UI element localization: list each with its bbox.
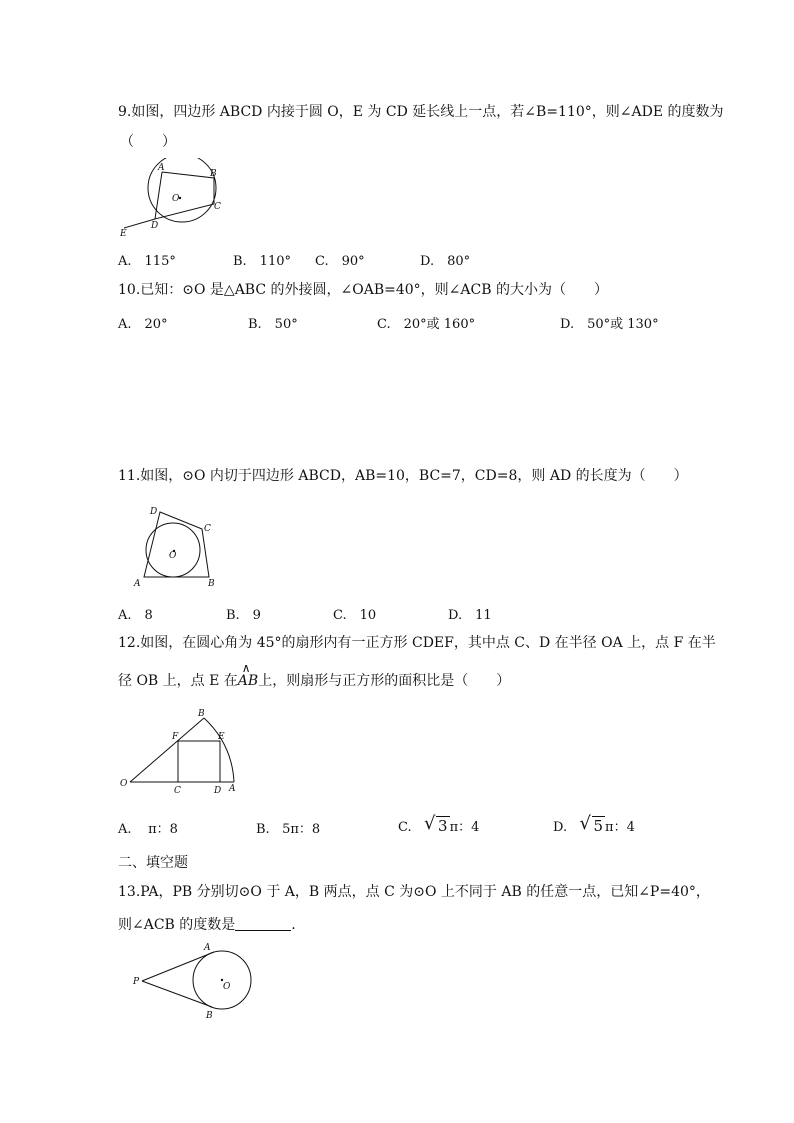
q9-option-a: A. 115° xyxy=(118,254,176,269)
q12-option-d-sqrt xyxy=(579,813,606,835)
q13-answer-blank xyxy=(235,916,291,931)
q11-label-c: C xyxy=(204,524,211,534)
q9-quadrilateral xyxy=(155,172,214,219)
q10-option-b: B. 50° xyxy=(248,317,298,332)
q12-option-c-letter: C. xyxy=(398,820,412,835)
q12-option-c-radicand: 3 xyxy=(438,817,448,835)
q12-label-d: D xyxy=(214,786,222,796)
q12-option-d-text: π：4 xyxy=(605,820,635,835)
q12-option-a-letter: A. xyxy=(118,822,132,837)
radical-sign-icon: √ xyxy=(424,813,436,834)
q13-stem-line2-text: 则∠ACB 的度数是 xyxy=(118,917,236,933)
q9-answer-paren: （ ） xyxy=(120,134,176,150)
q12-option-d-radicand: 5 xyxy=(593,817,604,835)
q10-stem: 10.已知：⊙O 是△ABC 的外接圆，∠OAB=40°，则∠ACB 的大小为（ ） xyxy=(118,282,608,298)
q13-label-b: B xyxy=(206,1011,213,1020)
q12-square xyxy=(178,741,220,782)
q13-label-a: A xyxy=(204,943,211,953)
q12-stem-line2 xyxy=(118,661,511,691)
radical-sign-icon: √ xyxy=(579,813,591,834)
q12-stem-line1: 12.如图，在圆心角为 45°的扇形内有一正方形 CDEF，其中点 C、D 在半径 OA 上，点 F 在半 xyxy=(118,635,716,651)
q12-option-c xyxy=(398,813,480,835)
q12-label-o: O xyxy=(120,779,128,789)
q12-arc xyxy=(204,718,234,782)
q13-tangent-pb xyxy=(142,981,212,1007)
q12-option-b xyxy=(256,818,320,837)
q11-option-b: B. 9 xyxy=(226,608,261,623)
q13-center-dot xyxy=(221,979,223,981)
q9-label-o: O xyxy=(172,194,180,204)
q12-option-a-text: π：8 xyxy=(148,822,178,837)
q11-label-o: O xyxy=(169,551,177,561)
q11-label-b: B xyxy=(208,579,215,589)
q12-label-b: B xyxy=(198,709,205,719)
q10-option-d: D. 50°或 130° xyxy=(560,317,659,332)
q11-option-a: A. 8 xyxy=(118,608,153,623)
q9-option-d: D. 80° xyxy=(420,254,471,269)
q13-tangent-pa xyxy=(142,952,214,981)
q11-label-d: D xyxy=(150,507,158,517)
q13-stem-line1: 13.PA，PB 分别切⊙O 于 A，B 两点，点 C 为⊙O 上不同于 AB 的任意一点，已知∠P=40°， xyxy=(118,884,710,900)
section-title: 二、填空题 xyxy=(118,855,188,871)
q11-stem: 11.如图，⊙O 内切于四边形 ABCD，AB=10，BC=7，CD=8，则 AD 的长度为（ ） xyxy=(118,468,688,484)
q13-period: . xyxy=(291,917,296,933)
q9-label-c: C xyxy=(214,202,221,212)
q12-option-d-letter: D. xyxy=(553,820,568,835)
q12-radius-ob xyxy=(130,718,204,782)
q13-stem-line2 xyxy=(118,915,296,935)
q12-stem-line2-start: 径 OB 上，点 E 在 xyxy=(118,673,238,689)
q9-label-b: B xyxy=(210,169,217,179)
q12-label-e: E xyxy=(218,732,225,742)
q10-option-a: A. 20° xyxy=(118,317,168,332)
q9-stem: 9.如图，四边形 ABCD 内接于圆 O，E 为 CD 延长线上一点，若∠B=110°，则∠ADE 的度数为 xyxy=(118,104,724,120)
q9-label-d: D xyxy=(151,221,159,231)
q9-option-c: C. 90° xyxy=(315,254,365,269)
q11-incircle xyxy=(146,523,200,577)
q12-arc-ab xyxy=(237,661,259,691)
q12-option-d xyxy=(553,813,635,835)
q12-arc-label: AB xyxy=(237,673,259,689)
q9-figure xyxy=(118,158,228,238)
q11-option-d: D. 11 xyxy=(448,608,492,623)
q12-stem-line2-end: 上，则扇形与正方形的面积比是（ ） xyxy=(258,673,511,689)
q13-label-o: O xyxy=(223,982,231,992)
q12-label-c: C xyxy=(174,786,181,796)
q10-option-c: C. 20°或 160° xyxy=(377,317,476,332)
q11-figure xyxy=(130,500,220,590)
q12-option-a xyxy=(118,818,178,837)
q12-option-c-sqrt xyxy=(424,813,450,835)
q12-label-f: F xyxy=(172,732,179,742)
q9-option-b: B. 110° xyxy=(233,254,291,269)
q12-option-b-text: 5π：8 xyxy=(282,822,321,837)
q9-label-a: A xyxy=(158,163,165,173)
q12-arc-hat: ∧ xyxy=(241,661,251,675)
q9-label-e: E xyxy=(120,229,127,238)
q11-option-c: C. 10 xyxy=(333,608,377,623)
q12-figure xyxy=(116,706,246,798)
q13-figure xyxy=(128,940,258,1020)
q12-option-b-letter: B. xyxy=(256,822,270,837)
q11-label-a: A xyxy=(134,579,141,589)
q13-label-p: P xyxy=(133,977,140,987)
q12-label-a: A xyxy=(229,784,236,794)
q12-option-c-text: π：4 xyxy=(449,820,480,835)
